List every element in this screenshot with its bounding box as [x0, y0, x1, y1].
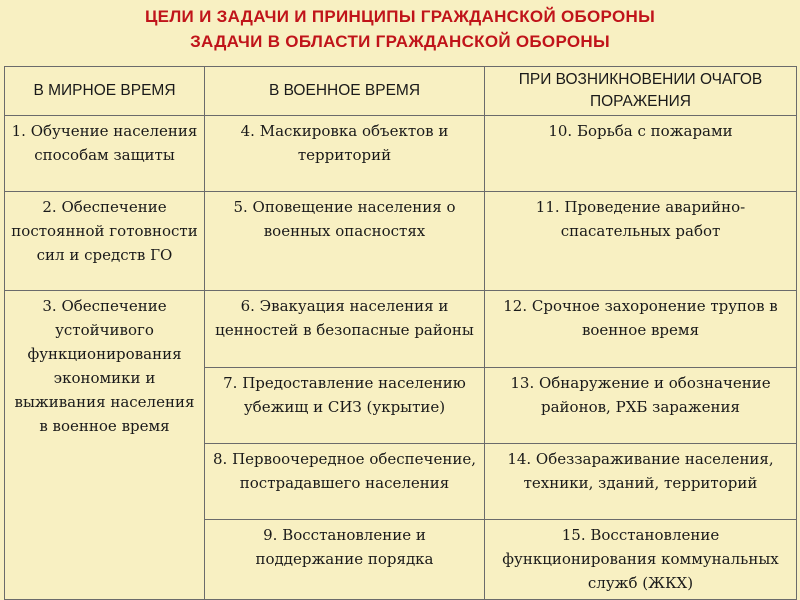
header-lesion-sites: ПРИ ВОЗНИКНОВЕНИИ ОЧАГОВ ПОРАЖЕНИЯ [485, 67, 797, 116]
title-block [0, 4, 800, 54]
wartime-task: 8. Первоочередное обеспечение, пострадавшего населения [205, 444, 485, 520]
lesion-task: 15. Восстановление функционирования коммунальных служб (ЖКХ) [485, 520, 797, 600]
lesion-task: 11. Проведение аварийно-спасательных работ [485, 192, 797, 291]
header-peacetime: В МИРНОЕ ВРЕМЯ [5, 67, 205, 116]
wartime-task: 7. Предоставление населению убежищ и СИЗ (укрытие) [205, 368, 485, 444]
table-row [5, 192, 797, 291]
lesion-task: 10. Борьба с пожарами [485, 116, 797, 192]
peacetime-task: 3. Обеспечение устойчивого функционирования экономики и выживания населения в военное время [5, 291, 205, 600]
tasks-table [4, 66, 797, 600]
lesion-task: 13. Обнаружение и обозначение районов, РХБ заражения [485, 368, 797, 444]
wartime-task: 4. Маскировка объектов и территорий [205, 116, 485, 192]
table-header-row [5, 67, 797, 116]
lesion-task: 12. Срочное захоронение трупов в военное время [485, 291, 797, 368]
peacetime-task: 1. Обучение населения способам защиты [5, 116, 205, 192]
table-row [5, 116, 797, 192]
page-subtitle: ЗАДАЧИ В ОБЛАСТИ ГРАЖДАНСКОЙ ОБОРОНЫ [190, 32, 610, 51]
page-title: ЦЕЛИ И ЗАДАЧИ И ПРИНЦИПЫ ГРАЖДАНСКОЙ ОБОРОНЫ [144, 7, 656, 26]
header-wartime: В ВОЕННОЕ ВРЕМЯ [205, 67, 485, 116]
peacetime-task: 2. Обеспечение постоянной готовности сил и средств ГО [5, 192, 205, 291]
wartime-task: 5. Оповещение населения о военных опасностях [205, 192, 485, 291]
lesion-task: 14. Обеззараживание населения, техники, зданий, территорий [485, 444, 797, 520]
table-row [5, 291, 797, 368]
wartime-task: 9. Восстановление и поддержание порядка [205, 520, 485, 600]
wartime-task: 6. Эвакуация населения и ценностей в безопасные районы [205, 291, 485, 368]
